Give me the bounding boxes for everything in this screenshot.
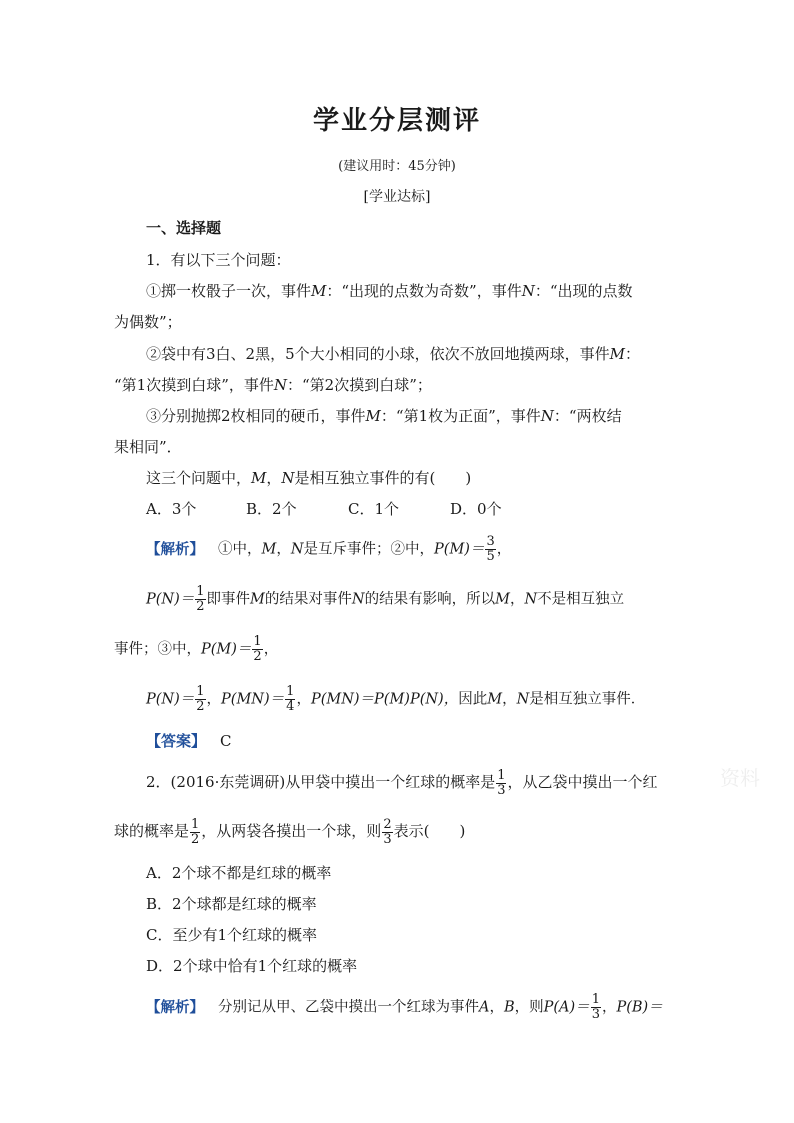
analysis-tag: 【解析】 — [146, 999, 204, 1016]
q1-option-b: B．2个 — [246, 500, 297, 518]
q1-item3-line1: ③分别抛掷2枚相同的硬币，事件M：“第1枚为正面”，事件N：“两枚结 — [146, 407, 622, 425]
q1-options — [146, 499, 502, 519]
q1-solution-line2: P(N)＝ $\frac{1}{2}$ 即事件M的结果对事件N的结果有影响，所以M，N不是相互独立 — [146, 584, 625, 614]
q1-item3-line2: 果相同”． — [114, 438, 182, 456]
q2-option-a: A．2个球不都是红球的概率 — [146, 864, 332, 882]
q1-solution-line1: 【解析】 ①中，M，N是互斥事件；②中，P(M)＝ $\frac{3}{5}$ ， — [146, 534, 512, 564]
q2-option-c: C．至少有1个红球的概率 — [146, 926, 318, 944]
section-heading: 一、选择题 — [146, 219, 222, 237]
analysis-tag: 【解析】 — [146, 541, 204, 558]
q1-item1-line1: ①掷一枚骰子一次，事件M：“出现的点数为奇数”，事件N：“出现的点数 — [146, 282, 633, 300]
q1-answer-value: C — [220, 732, 232, 750]
q1-item2-line2: “第1次摸到白球”，事件N：“第2次摸到白球”； — [114, 376, 432, 394]
q1-solution-line3: 事件；③中，P(M)＝ $\frac{1}{2}$ ， — [114, 634, 279, 664]
q1-option-d: D．0个 — [450, 500, 502, 518]
q2-stem-line2: 球的概率是 $\frac{1}{2}$ ，从两袋各摸出一个球，则 $\frac{2}{3}$ 表示( ) — [114, 816, 466, 847]
q1-item2-line1: ②袋中有3白、2黑，5个大小相同的小球，依次不放回地摸两球，事件M： — [146, 345, 641, 363]
q1-option-a: A．3个 — [146, 500, 197, 518]
q2-stem-line1: 2．(2016·东莞调研)从甲袋中摸出一个红球的概率是 $\frac{1}{3}$ ，从乙袋中摸出一个红 — [146, 767, 658, 798]
q1-solution-line4: P(N)＝ $\frac{1}{2}$ ，P(MN)＝ $\frac{1}{4}$ ，P(MN)＝P(M)P(N)，因此M，N是相互独立事件． — [146, 684, 646, 714]
answer-tag: 【答案】 — [146, 732, 207, 750]
subtitle: (建议用时：45分钟) — [338, 159, 456, 174]
q1-item1-line2: 为偶数”； — [114, 313, 182, 331]
page-title: 学业分层测评 — [312, 106, 481, 136]
q2-option-b: B．2个球都是红球的概率 — [146, 895, 317, 913]
q2-solution-line1: 【解析】 分别记从甲、乙袋中摸出一个红球为事件A，B，则P(A)＝ $\frac{1}{3}$ ，P(B)＝ — [146, 992, 663, 1022]
level-label: [学业达标] — [363, 189, 431, 205]
q1-stem: 1．有以下三个问题： — [146, 251, 291, 269]
watermark: 资料 — [720, 766, 760, 790]
q1-answer — [146, 731, 232, 751]
q1-option-c: C．1个 — [348, 500, 400, 518]
q2-option-d: D．2个球中恰有1个红球的概率 — [146, 957, 358, 975]
q1-question: 这三个问题中，M，N是相互独立事件的有( ) — [146, 469, 472, 487]
